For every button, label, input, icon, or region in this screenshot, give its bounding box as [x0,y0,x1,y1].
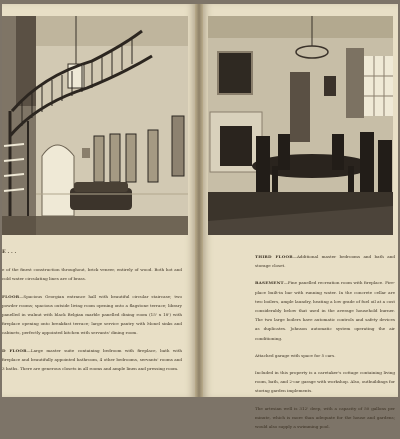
paragraph-text: —Fine panelled recreation room with fireplace. Fire-place built-in bar with running water. In the concrete cellar are two boilers, ample laundry, heating a low grade of fuel oil at a cost considerably below that used in the average household burner. The two large boilers have automatic controls and safety devices as duplicates. Johnson automatic system operating the air conditioning. [255,280,395,341]
dining-room-photo [208,16,393,235]
basement-paragraph [255,278,395,342]
paragraph-text: e of the finest construction throughout, brick veneer, entirely of wood. Both hot and cold water circulating lines are of brass. [2,267,182,282]
second-floor-paragraph [2,346,182,374]
paragraph-text: —Additional master bedrooms and bath and storage closet. [255,254,395,269]
first-floor-paragraph [2,292,182,338]
paragraph-text: —Large master suite containing bedroom with fireplace, bath with fireplace and beautifully appointed bathroom, 4 other bedrooms, servants' rooms and 3 baths. There are generous closets in all rooms and ample linen and pressing room. [2,347,182,372]
right-page-text [255,252,395,439]
cottage-paragraph [255,368,395,396]
staircase-hall-photo [2,16,188,235]
section-heading: E . . . [2,249,17,255]
paragraph-heading: BASEMENT [255,280,284,286]
staircase-hall-illustration [2,16,188,235]
left-page [2,4,195,397]
page-gutter [195,4,203,397]
well-paragraph [255,404,395,432]
section-heading-partial [2,248,182,257]
right-page [203,4,398,430]
paragraph-text: —Spacious Georgian entrance hall with beautiful circular staircase; two powder rooms; spacious outside living room opening onto a flagstone terrace; library panelled in walnut with black Belgian marble panelled dining room (15' x 18') with fireplace opening onto breakfast terrace; large service pantry with Monel sinks and cabinets, perfectly appointed kitchen with servants' dining room. [2,293,182,336]
construction-paragraph [2,265,182,283]
paragraph-heading: FLOOR [2,293,20,299]
paragraph-text: Attached garage with space for 5 cars. [255,352,336,358]
dining-room-illustration [208,16,393,235]
garage-paragraph [255,351,395,360]
paragraph-heading: D FLOOR [2,347,27,353]
paragraph-heading: THIRD FLOOR [255,254,293,259]
third-floor-paragraph [255,252,395,270]
paragraph-text: Included in this property is a caretaker's cottage containing living room, bath, and 2-car garage with workshop. Also, outbuildings for storing garden implements. [255,370,395,394]
paragraph-text: The artesian well is 312' deep, with a capacity of 50 gallons per minute, which is more than adequate for the house and gardens; would also supply a swimming pool. [255,405,395,430]
left-page-text [2,248,182,381]
